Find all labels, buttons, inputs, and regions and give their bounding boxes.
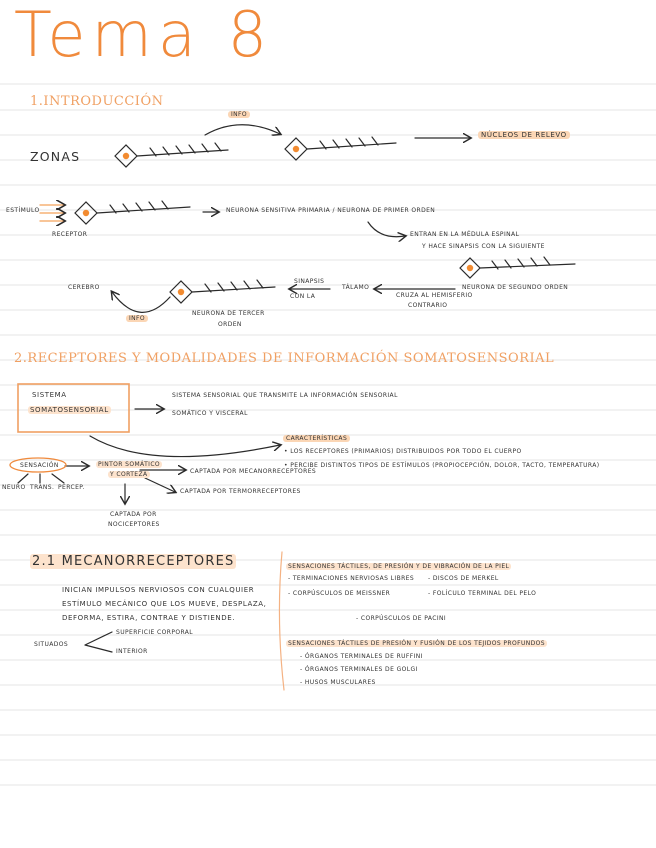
label-superficie: SUPERFICIE CORPORAL <box>116 629 194 636</box>
label-sensacion: SENSACIÓN <box>20 462 59 469</box>
label-sinapsis: SINAPSIS <box>294 278 325 285</box>
label-sistema-desc: SISTEMA SENSORIAL QUE TRANSMITE LA INFORMACIÓN SENSORIAL <box>172 392 398 399</box>
group1-title-text: SENSACIONES TÁCTILES, DE PRESIÓN Y DE VIBRACIÓN DE LA PIEL <box>288 563 510 570</box>
group2-item-3: - HUSOS MUSCULARES <box>300 679 376 686</box>
group2-title <box>286 640 547 647</box>
label-neuro: NEURO <box>2 484 26 491</box>
section-heading-intro: 1.INTRODUCCIÓN <box>30 94 164 109</box>
label-cerebro: CEREBRO <box>68 284 100 291</box>
label-caracteristicas <box>283 435 350 442</box>
mecano-desc-1: INICIAN IMPULSOS NERVIOSOS CON CUALQUIER <box>62 586 255 594</box>
car-item-2: • PERCIBE DISTINTOS TIPOS DE ESTÍMULOS (PROPIOCEPCIÓN, DOLOR, TACTO, TEMPERATURA) <box>284 462 600 469</box>
label-sinapsis-siguiente: Y HACE SINAPSIS CON LA SIGUIENTE <box>422 243 545 250</box>
somatosensorial-text: SOMATOSENSORIAL <box>30 406 109 414</box>
label-nucleos <box>478 131 570 139</box>
car-item-1: • LOS RECEPTORES (PRIMARIOS) DISTRIBUIDOS POR TODO EL CUERPO <box>284 448 522 455</box>
label-somatico-visceral: SOMÁTICO Y VISCERAL <box>172 410 248 417</box>
label-corteza <box>108 471 150 478</box>
section-heading-receptores: 2.RECEPTORES Y MODALIDADES DE INFORMACIÓN SOMATOSENSORIAL <box>14 351 555 366</box>
label-contrario: CONTRARIO <box>408 302 448 309</box>
label-captada-mecano: CAPTADA POR MECANORRECEPTORES <box>190 468 317 475</box>
group2-title-text: SENSACIONES TÁCTILES DE PRESIÓN Y FUSIÓN DE LOS TEJIDOS PROFUNDOS <box>288 640 545 647</box>
label-orden: ORDEN <box>218 321 242 328</box>
caracteristicas-text: CARACTERÍSTICAS <box>283 435 350 442</box>
corteza-text: Y CORTEZA <box>110 471 148 478</box>
neuron-4 <box>460 257 575 278</box>
label-neurona-segundo: NEURONA DE SEGUNDO ORDEN <box>462 284 569 291</box>
group2-item-1: - ÓRGANOS TERMINALES DE RUFFINI <box>300 653 423 660</box>
group2-item-2: - ÓRGANOS TERMINALES DE GOLGI <box>300 666 418 673</box>
mecano-desc-3: DEFORMA, ESTIRA, CONTRAE Y DISTIENDE. <box>62 614 236 622</box>
group1-item-3: - CORPÚSCULOS DE MEISSNER <box>288 590 391 597</box>
label-trans: TRANS. <box>30 484 55 491</box>
label-captada-noci: CAPTADA POR <box>110 511 157 518</box>
group1-title <box>286 563 511 570</box>
nucleos-text: NÚCLEOS DE RELEVO <box>478 131 570 139</box>
label-interior: INTERIOR <box>116 648 148 655</box>
label-sistema: SISTEMA <box>32 391 67 399</box>
neuron-3 <box>75 201 190 224</box>
info-top-text: INFO <box>228 111 250 118</box>
label-pintor <box>96 461 162 468</box>
label-info-top <box>228 111 250 118</box>
group1-item-1: - TERMINACIONES NERVIOSAS LIBRES <box>288 575 415 582</box>
label-neurona-tercer: NEURONA DE TERCER <box>192 310 265 317</box>
label-receptor: RECEPTOR <box>52 231 88 238</box>
neuron-2 <box>285 137 396 160</box>
group1-item-5: - CORPÚSCULOS DE PACINI <box>356 615 447 622</box>
neuron-5 <box>170 280 275 303</box>
mecano-heading-text: 2.1 MECANORRECEPTORES <box>32 554 235 569</box>
label-neurona-primer: NEURONA SENSITIVA PRIMARIA / NEURONA DE PRIMER ORDEN <box>226 207 436 214</box>
label-con-la: CON LA <box>290 293 316 300</box>
label-entra-medula: ENTRAN EN LA MÉDULA ESPINAL <box>410 231 520 238</box>
mecano-desc-2: ESTÍMULO MECÁNICO QUE LOS MUEVE, DESPLAZA, <box>62 600 267 608</box>
pintor-text: PINTOR SOMÁTICO <box>98 461 161 468</box>
neuron-1 <box>115 143 228 167</box>
group1-item-2: - DISCOS DE MERKEL <box>428 575 499 582</box>
group1-item-4: - FOLÍCULO TERMINAL DEL PELO <box>428 590 537 597</box>
label-situados: SITUADOS <box>34 641 69 648</box>
page-title: Tema 8 <box>14 0 274 71</box>
label-nociceptores: NOCICEPTORES <box>108 521 160 528</box>
label-cruza: CRUZA AL HEMISFERIO <box>396 292 473 299</box>
label-talamo: TÁLAMO <box>342 284 370 291</box>
label-captada-termo: CAPTADA POR TERMORRECEPTORES <box>180 488 301 495</box>
label-somatosensorial <box>28 406 111 414</box>
label-percep: PERCEP. <box>58 484 85 491</box>
label-estimulo: ESTÍMULO <box>6 207 40 214</box>
info-bottom-text: INFO <box>126 315 148 322</box>
label-info-bottom <box>126 315 148 322</box>
section-heading-mecano <box>30 554 236 569</box>
label-zonas: ZONAS <box>30 149 81 164</box>
